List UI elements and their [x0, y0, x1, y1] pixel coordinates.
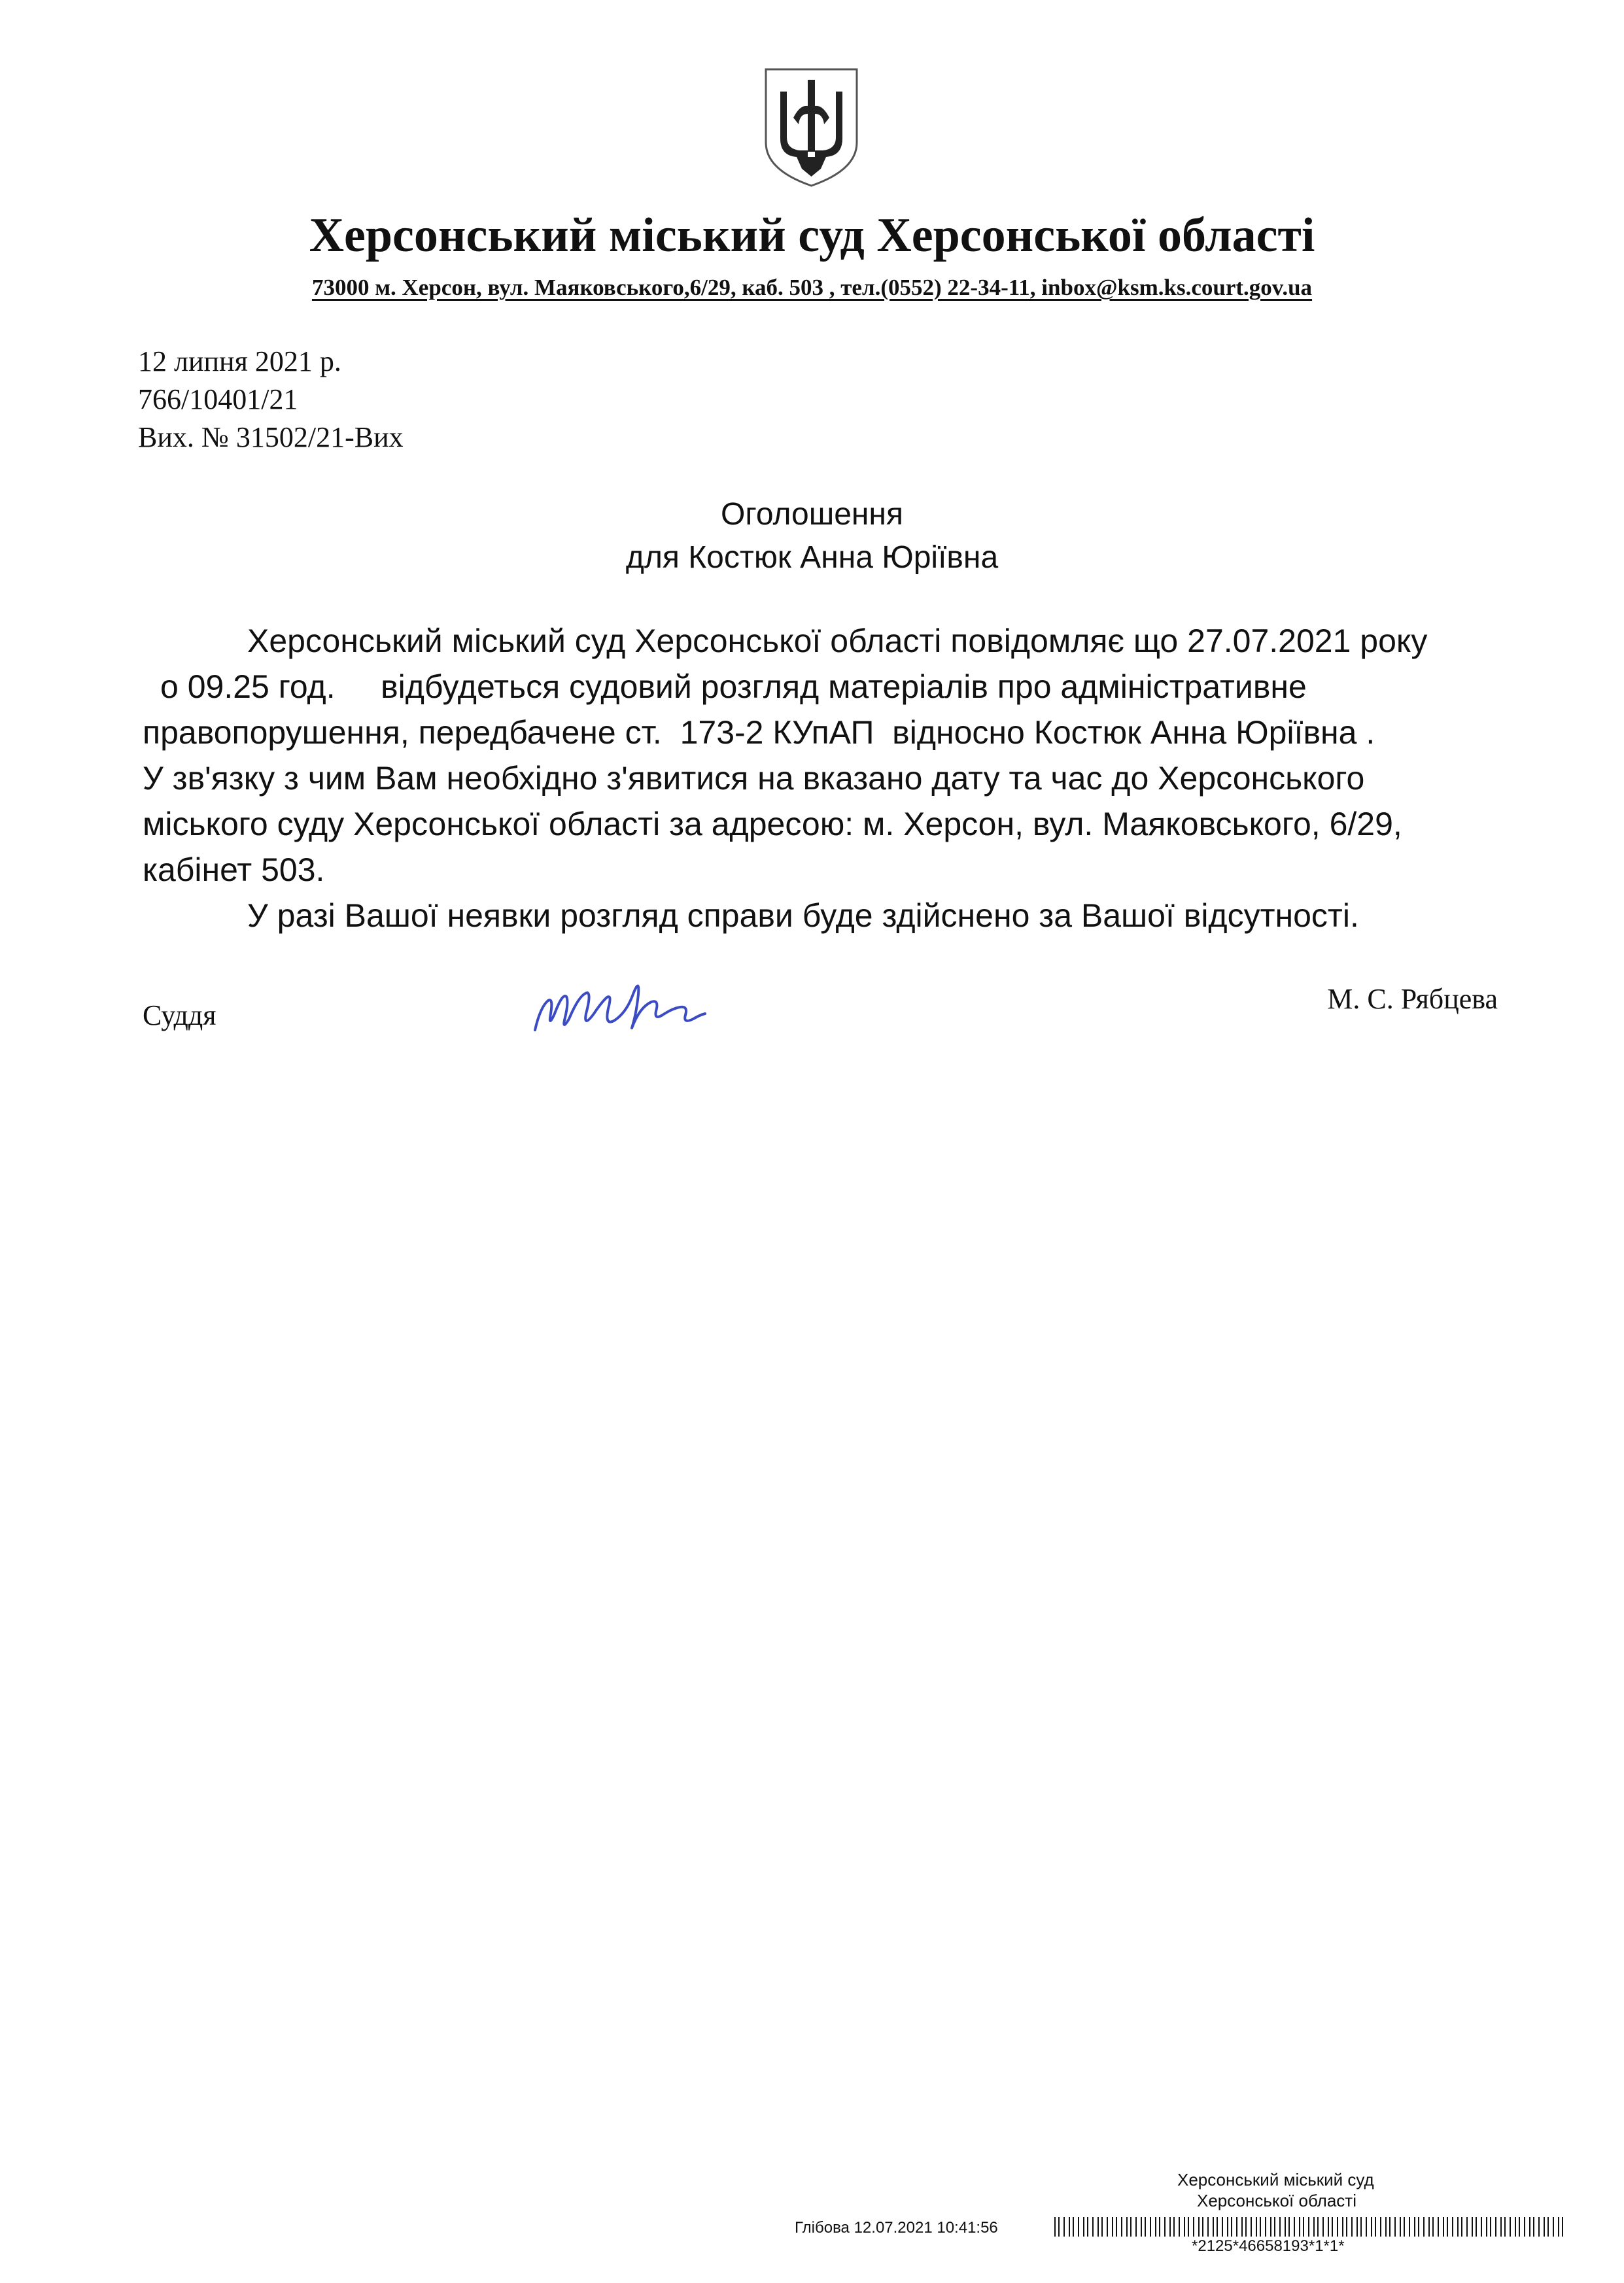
court-address-line — [0, 273, 1624, 302]
court-name-heading: Херсонський міський суд Херсонської області — [309, 209, 1315, 262]
case-number: 766/10401/21 — [138, 383, 298, 415]
barcode-icon — [1054, 2217, 1564, 2237]
trident-emblem-icon — [761, 65, 862, 190]
outgoing-number: Вих. № 31502/21-Вих — [138, 421, 404, 453]
footer-court-line-1: Херсонський міський суд — [1177, 2170, 1374, 2189]
notice-recipient: для Костюк Анна Юріївна — [625, 540, 999, 575]
handwritten-signature — [528, 968, 712, 1040]
body-line-4: У зв'язку з чим Вам необхідно з'явитися на вказано дату та час до Херсонського — [143, 760, 1365, 797]
judge-name: М. С. Рябцева — [1327, 983, 1498, 1015]
footer-court-line-2: Херсонської області — [1197, 2191, 1356, 2210]
body-line-7: У разі Вашої неявки розгляд справи буде здійснено за Вашої відсутності. — [247, 897, 1359, 934]
barcode-code: *2125*46658193*1*1* — [1192, 2237, 1345, 2255]
body-line-2: о 09.25 год. відбудеться судовий розгляд матеріалів про адміністративне — [160, 668, 1307, 705]
body-line-6: кабінет 503. — [143, 851, 325, 888]
body-line-3: правопорушення, передбачене ст. 173-2 КУпАП відносно Костюк Анна Юріївна . — [143, 714, 1375, 751]
body-line-5: міського суду Херсонської області за адресою: м. Херсон, вул. Маяковського, 6/29, — [143, 806, 1402, 842]
court-address-text: 73000 м. Херсон, вул. Маяковського,6/29, каб. 503 , тел.(0552) 22-34-11, inbox@ksm.ks.court.gov.ua — [311, 275, 1313, 300]
clerk-timestamp: Глібова 12.07.2021 10:41:56 — [795, 2219, 998, 2237]
body-line-1: Херсонський міський суд Херсонської області повідомляє що 27.07.2021 року — [247, 623, 1428, 659]
notice-title: Оголошення — [721, 497, 903, 532]
letter-date: 12 липня 2021 р. — [138, 345, 341, 377]
judge-label: Суддя — [143, 999, 216, 1031]
